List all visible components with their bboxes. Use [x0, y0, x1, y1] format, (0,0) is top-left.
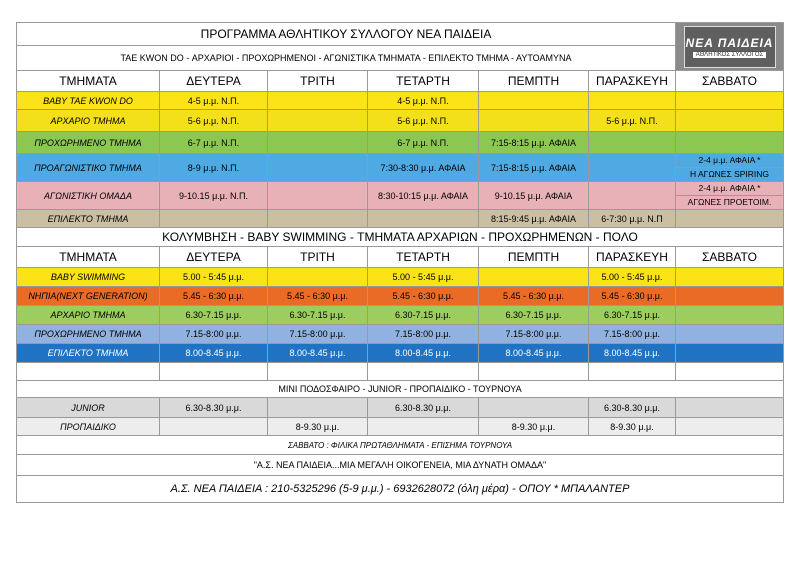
note-row: [17, 436, 784, 455]
cell: 5.00 - 5:45 μ.μ.: [589, 268, 676, 287]
page-subtitle: TAE KWON DO - ΑΡΧΑΡΙΟΙ - ΠΡΟΧΩΡΗΜΕΝΟΙ - ΑΓΩΝΙΣΤΙΚΑ ΤΜΗΜΑΤΑ - ΕΠΙΛΕΚΤΟ ΤΜΗΜΑ - ΑΥΤΟΑΜΥΝΑ: [17, 46, 676, 71]
row-label: ΠΡΟΑΓΩΝΙΣΤΙΚΟ ΤΜΗΜΑ: [17, 154, 160, 182]
cell: [479, 268, 589, 287]
cell-line: ΑΓΩΝΕΣ ΠΡΟΕΤΟΙΜ.: [687, 197, 772, 207]
cell: 6-7:30 μ.μ. Ν.Π: [589, 210, 676, 228]
cell: 6.30-8.30 μ.μ.: [368, 398, 479, 418]
cell: 5.00 - 5:45 μ.μ.: [160, 268, 268, 287]
row-label: ΝΗΠΙΑ(NEXT GENERATION): [17, 287, 160, 306]
header-cell: ΔΕΥΤΕΡΑ: [160, 71, 268, 92]
row-label: BABY SWIMMING: [17, 268, 160, 287]
cell: [268, 210, 368, 228]
cell: [268, 110, 368, 132]
header-row: [17, 71, 784, 92]
header-cell: ΤΡΙΤΗ: [268, 71, 368, 92]
cell: 7.15-8:00 μ.μ.: [479, 325, 589, 344]
cell: 5.00 - 5:45 μ.μ.: [368, 268, 479, 287]
table-row: [17, 418, 784, 436]
header-cell: ΤΜΗΜΑΤΑ: [17, 247, 160, 268]
club-logo: [676, 23, 784, 71]
cell-line: Η ΑΓΩΝΕΣ SPIRING: [689, 169, 770, 179]
header-cell: ΣΑΒΒΑΤΟ: [676, 247, 784, 268]
cell: [589, 92, 676, 110]
header-cell: ΣΑΒΒΑΤΟ: [676, 71, 784, 92]
cell: 8-9.30 μ.μ.: [589, 418, 676, 436]
cell: 6-7 μ.μ. Ν.Π.: [160, 132, 268, 154]
cell: [676, 287, 784, 306]
cell: [676, 210, 784, 228]
header-cell: ΤΜΗΜΑΤΑ: [17, 71, 160, 92]
header-cell: ΠΕΜΠΤΗ: [479, 247, 589, 268]
cell: [479, 110, 589, 132]
cell: 5.45 - 6:30 μ.μ.: [160, 287, 268, 306]
cell: [676, 92, 784, 110]
row-label: ΕΠΙΛΕΚΤΟ ΤΜΗΜΑ: [17, 210, 160, 228]
cell: [676, 418, 784, 436]
cell: 6.30-7.15 μ.μ.: [368, 306, 479, 325]
cell: [368, 418, 479, 436]
cell: [589, 182, 676, 210]
table-row: [17, 92, 784, 110]
cell: [676, 132, 784, 154]
club-motto: "Α.Σ. ΝΕΑ ΠΑΙΔΕΙΑ...ΜΙΑ ΜΕΓΑΛΗ ΟΙΚΟΓΕΝΕΙΑ, ΜΙΑ ΔΥΝΑΤΗ ΟΜΑΔΑ": [17, 455, 784, 476]
cell: 5.45 - 6:30 μ.μ.: [589, 287, 676, 306]
cell: 5-6 μ.μ. Ν.Π.: [160, 110, 268, 132]
cell: 9-10.15 μ.μ. Ν.Π.: [160, 182, 268, 210]
cell: [268, 92, 368, 110]
cell: 6.30-7.15 μ.μ.: [479, 306, 589, 325]
cell: 5.45 - 6:30 μ.μ.: [368, 287, 479, 306]
table-row: [17, 268, 784, 287]
logo-subtext: ΑΘΛΗΤΙΚΟΣ ΣΥΛΛΟΓΟΣ: [693, 52, 766, 58]
row-label: ΠΡΟΧΩΡΗΜΕΝΟ ΤΜΗΜΑ: [17, 132, 160, 154]
cell-line: 2-4 μ.μ. ΑΦΑΙΑ *: [676, 154, 783, 168]
cell: 8-9.30 μ.μ.: [268, 418, 368, 436]
saturday-cell: [676, 154, 784, 182]
cell: 6.30-8.30 μ.μ.: [589, 398, 676, 418]
page-title: ΠΡΟΓΡΑΜΜΑ ΑΘΛΗΤΙΚΟΥ ΣΥΛΛΟΓΟΥ ΝΕΑ ΠΑΙΔΕΙΑ: [17, 23, 676, 46]
cell: 6.30-8.30 μ.μ.: [160, 398, 268, 418]
cell: 8.00-8.45 μ.μ.: [479, 344, 589, 363]
row-label: JUNIOR: [17, 398, 160, 418]
header-cell: ΠΕΜΠΤΗ: [479, 71, 589, 92]
table-row: [17, 132, 784, 154]
section-title-row: [17, 381, 784, 398]
cell: [676, 398, 784, 418]
schedule-table: [16, 22, 784, 503]
table-row: [17, 325, 784, 344]
cell: 8.00-8.45 μ.μ.: [268, 344, 368, 363]
table-row: [17, 210, 784, 228]
swimming-title: ΚΟΛΥΜΒΗΣΗ - BABY SWIMMING - ΤΜΗΜΑΤΑ ΑΡΧΑΡΙΩΝ - ΠΡΟΧΩΡΗΜΕΝΩΝ - ΠΟΛΟ: [17, 228, 784, 247]
cell: [676, 268, 784, 287]
cell: 7:15-8:15 μ.μ. ΑΦΑΙΑ: [479, 154, 589, 182]
cell: [479, 92, 589, 110]
header-cell: ΤΡΙΤΗ: [268, 247, 368, 268]
cell: 7.15-8:00 μ.μ.: [589, 325, 676, 344]
cell: [268, 268, 368, 287]
row-label: ΑΡΧΑΡΙΟ ΤΜΗΜΑ: [17, 110, 160, 132]
saturday-note: ΣΑΒΒΑΤΟ : ΦΙΛΙΚΑ ΠΡΩΤΑΘΛΗΜΑΤΑ - ΕΠΙΣΗΜΑ ΤΟΥΡΝΟΥΑ: [17, 436, 784, 455]
cell: 5.45 - 6:30 μ.μ.: [268, 287, 368, 306]
cell: [268, 398, 368, 418]
cell: [676, 306, 784, 325]
header-cell: ΤΕΤΑΡΤΗ: [368, 71, 479, 92]
cell: 8-9 μ.μ. Ν.Π.: [160, 154, 268, 182]
cell: [676, 325, 784, 344]
cell: 5-6 μ.μ. Ν.Π.: [589, 110, 676, 132]
cell: [676, 110, 784, 132]
cell: 7.15-8:00 μ.μ.: [368, 325, 479, 344]
table-row: [17, 306, 784, 325]
cell: [479, 398, 589, 418]
header-cell: ΤΕΤΑΡΤΗ: [368, 247, 479, 268]
cell: [268, 154, 368, 182]
table-row: [17, 398, 784, 418]
cell: 4-5 μ.μ. Ν.Π.: [368, 92, 479, 110]
row-label: ΑΓΩΝΙΣΤΙΚΗ ΟΜΑΔΑ: [17, 182, 160, 210]
contact-row: [17, 476, 784, 503]
cell-line: 2-4 μ.μ. ΑΦΑΙΑ *: [676, 182, 783, 196]
cell: [268, 182, 368, 210]
table-row: [17, 154, 784, 182]
cell: 9-10.15 μ.μ. ΑΦΑΙΑ: [479, 182, 589, 210]
cell: 6.30-7.15 μ.μ.: [268, 306, 368, 325]
table-row: [17, 110, 784, 132]
row-label: ΠΡΟΠΑΙΔΙΚΟ: [17, 418, 160, 436]
cell: 8:15-9:45 μ.μ. ΑΦΑΙΑ: [479, 210, 589, 228]
cell: 5.45 - 6:30 μ.μ.: [479, 287, 589, 306]
table-row: [17, 344, 784, 363]
table-row: [17, 182, 784, 210]
cell: 8:30-10:15 μ.μ. ΑΦΑΙΑ: [368, 182, 479, 210]
cell: 6.30-7.15 μ.μ.: [160, 306, 268, 325]
logo-text: ΝΕΑ ΠΑΙΔΕΙΑ: [685, 35, 774, 50]
cell: 7.15-8:00 μ.μ.: [160, 325, 268, 344]
subtitle-row: [17, 46, 784, 71]
cell: 8.00-8.45 μ.μ.: [160, 344, 268, 363]
football-title: ΜΙΝΙ ΠΟΔΟΣΦΑΙΡΟ - JUNIOR - ΠΡΟΠΑΙΔΙΚΟ - ΤΟΥΡΝΟΥΑ: [17, 381, 784, 398]
cell: [160, 210, 268, 228]
cell: 6-7 μ.μ. Ν.Π.: [368, 132, 479, 154]
cell: [368, 210, 479, 228]
cell: 6.30-7.15 μ.μ.: [589, 306, 676, 325]
header-cell: ΔΕΥΤΕΡΑ: [160, 247, 268, 268]
cell: 5-6 μ.μ. Ν.Π.: [368, 110, 479, 132]
cell: 4-5 μ.μ. Ν.Π.: [160, 92, 268, 110]
row-label: ΕΠΙΛΕΚΤΟ ΤΜΗΜΑ: [17, 344, 160, 363]
cell: 7.15-8:00 μ.μ.: [268, 325, 368, 344]
cell: [268, 132, 368, 154]
contact-info: Α.Σ. ΝΕΑ ΠΑΙΔΕΙΑ : 210-5325296 (5-9 μ.μ.) - 6932628072 (όλη μέρα) - ΟΠΟΥ * ΜΠΑΛΑΝΤΕΡ: [17, 476, 784, 503]
cell: [589, 154, 676, 182]
header-cell: ΠΑΡΑΣΚΕΥΗ: [589, 71, 676, 92]
cell: 8-9.30 μ.μ.: [479, 418, 589, 436]
cell: [676, 344, 784, 363]
row-label: ΠΡΟΧΩΡΗΜΕΝΟ ΤΜΗΜΑ: [17, 325, 160, 344]
section-title-row: [17, 228, 784, 247]
header-row: [17, 247, 784, 268]
title-row: [17, 23, 784, 46]
header-cell: ΠΑΡΑΣΚΕΥΗ: [589, 247, 676, 268]
cell: 7:30-8:30 μ.μ. ΑΦΑΙΑ: [368, 154, 479, 182]
table-row: [17, 287, 784, 306]
cell: [160, 418, 268, 436]
motto-row: [17, 455, 784, 476]
empty-row: [17, 363, 784, 381]
cell: 8.00-8.45 μ.μ.: [589, 344, 676, 363]
saturday-cell: [676, 182, 784, 210]
cell: 7:15-8:15 μ.μ. ΑΦΑΙΑ: [479, 132, 589, 154]
row-label: ΑΡΧΑΡΙΟ ΤΜΗΜΑ: [17, 306, 160, 325]
row-label: BABY TAE KWON DO: [17, 92, 160, 110]
cell: [589, 132, 676, 154]
cell: 8.00-8.45 μ.μ.: [368, 344, 479, 363]
